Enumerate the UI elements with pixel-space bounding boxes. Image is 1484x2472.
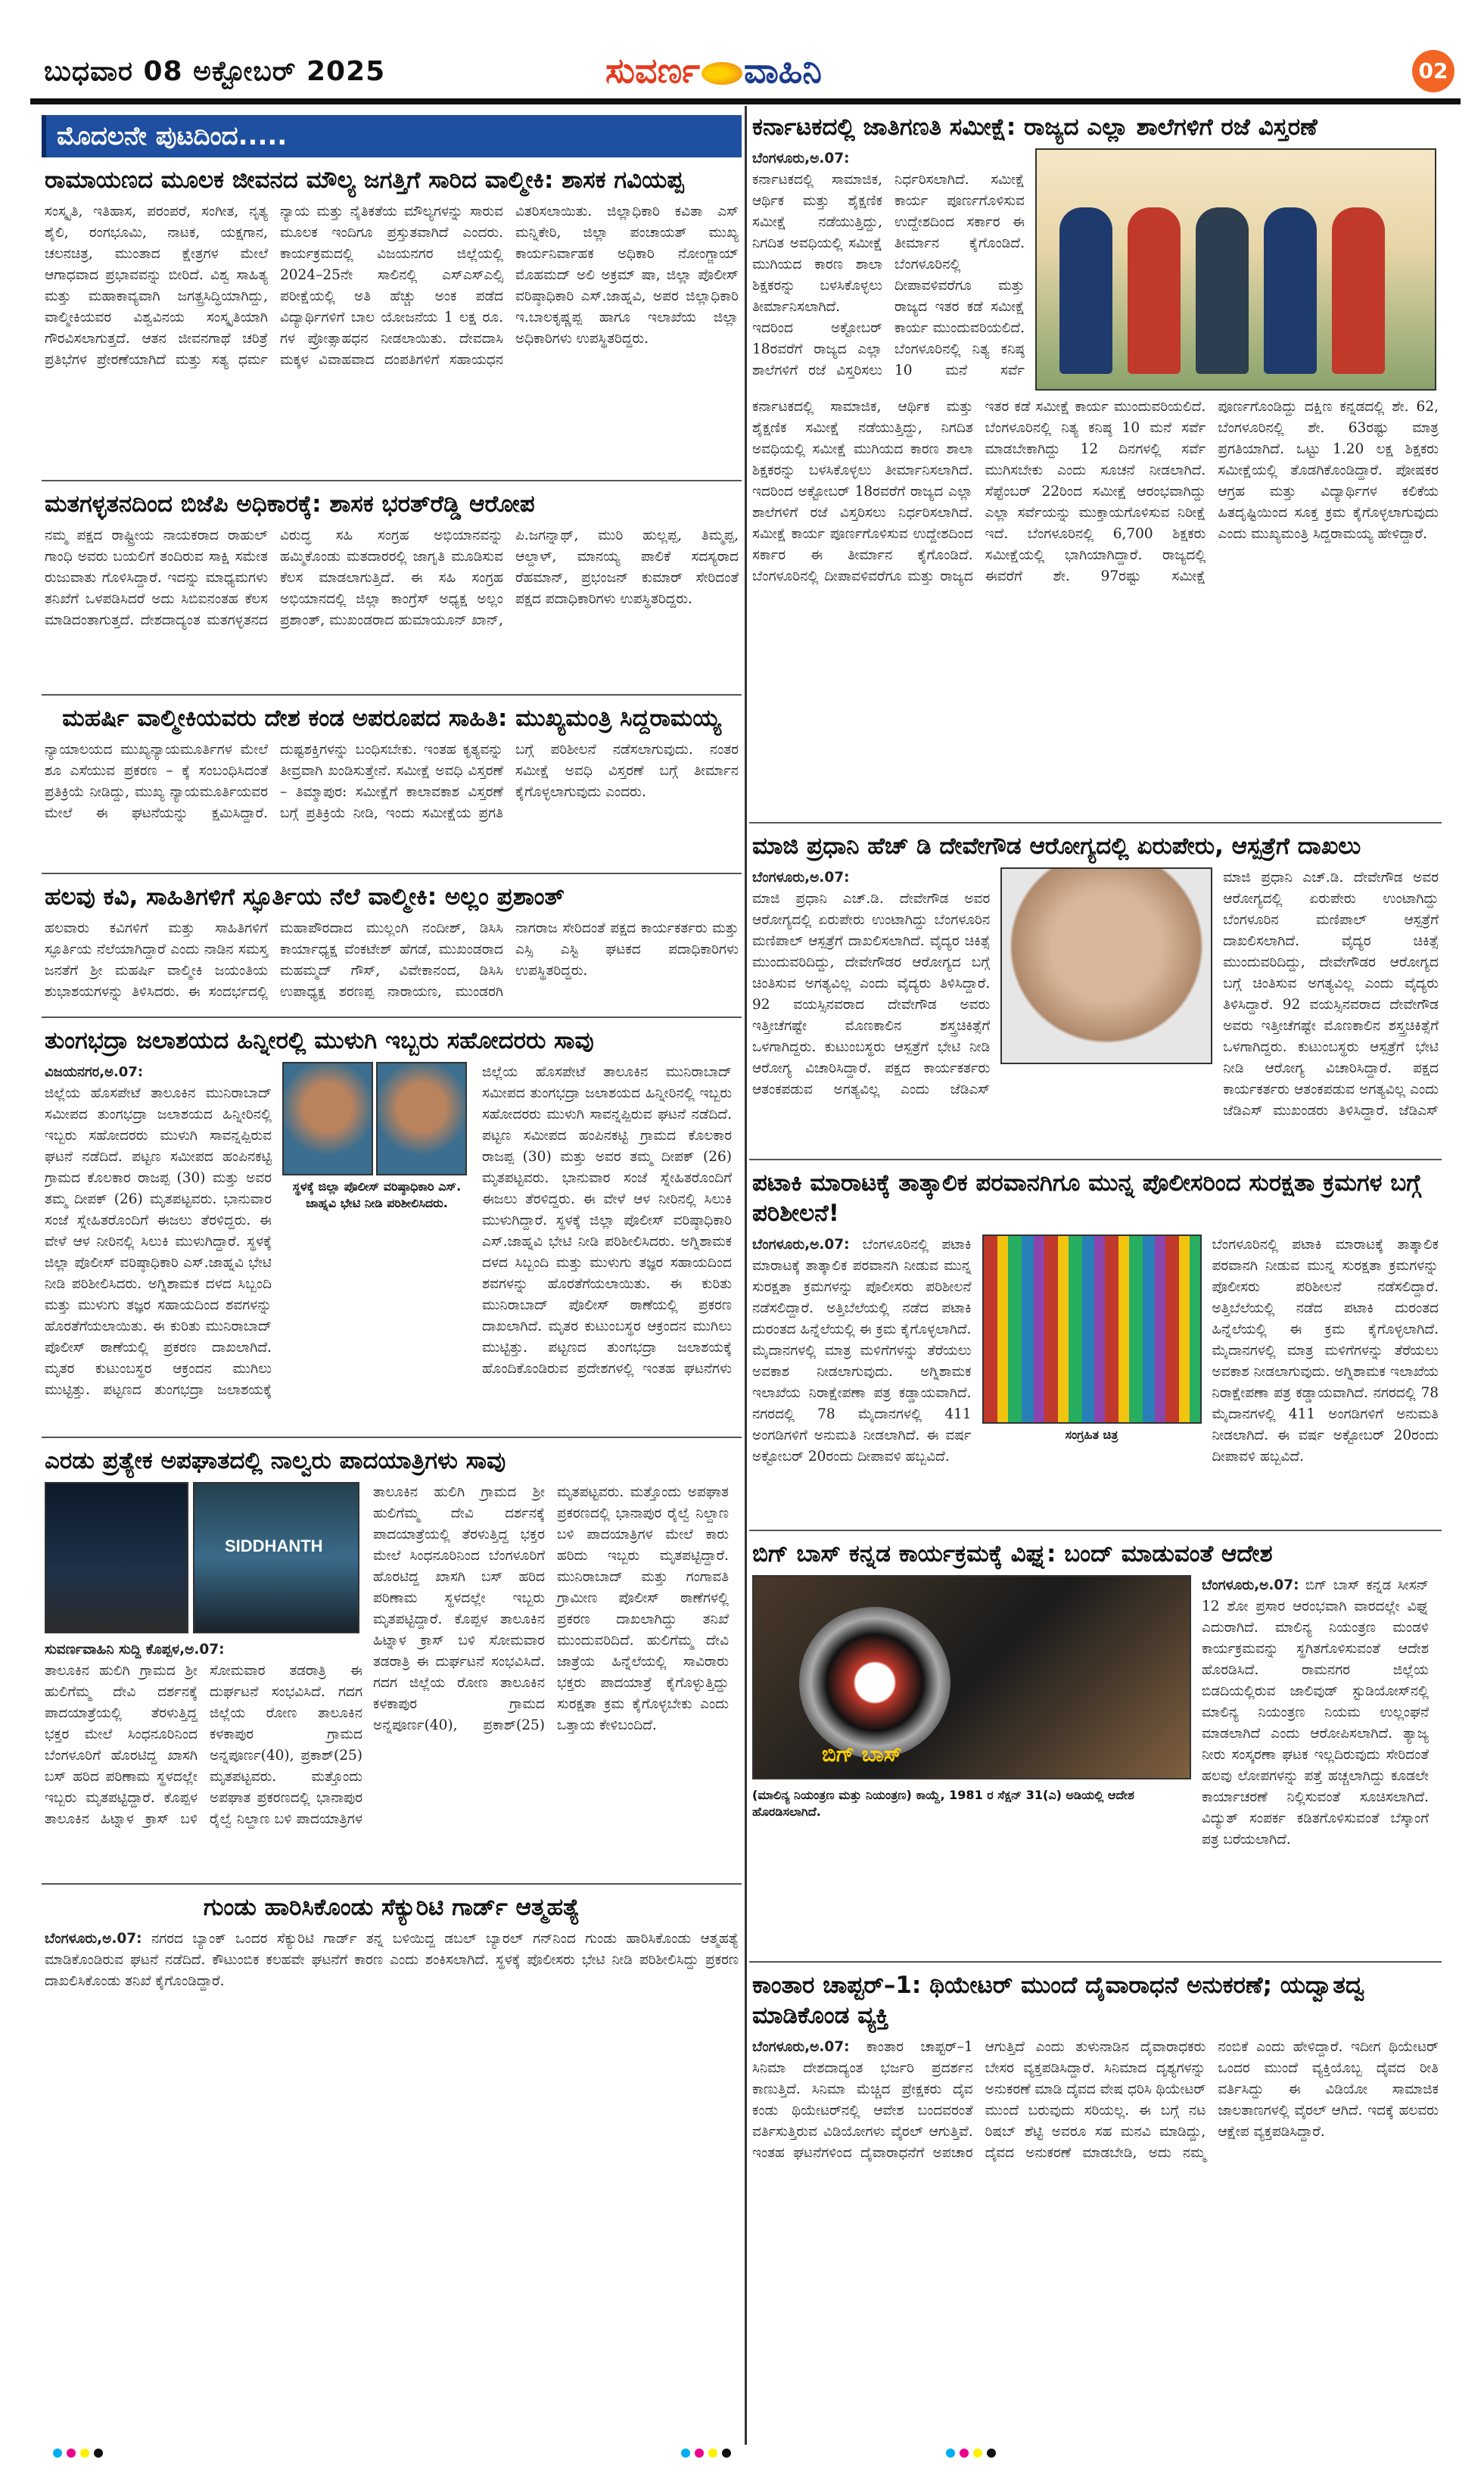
dateline: ಬೆಂಗಳೂರು,ಅ.07: (752, 2039, 850, 2055)
school-children-photo (1035, 148, 1436, 391)
victim-photo-1 (282, 1062, 373, 1175)
registration-marks-center (681, 2449, 731, 2458)
cyan-mark (681, 2449, 690, 2458)
headline: ಬಿಗ್ ಬಾಸ್ ಕನ್ನಡ ಕಾರ್ಯಕ್ರಮಕ್ಕೆ ವಿಘ್ನ: ಬಂದ್ ಮಾಡುವಂತೆ ಆದೇಶ (752, 1540, 1273, 1568)
bigg-boss-logo-text: ಬಿಗ್ ಬಾಸ್ (822, 1742, 902, 1767)
dateline: ವಿಜಯನಗರ,ಅ.07: (45, 1064, 144, 1080)
story-security-guard[interactable] (42, 1885, 742, 2021)
dateline: ಬೆಂಗಳೂರು,ಅ.07: (1202, 1577, 1299, 1593)
story-body: ಕರ್ನಾಟಕದಲ್ಲಿ ಸಾಮಾಜಿಕ, ಆರ್ಥಿಕ ಮತ್ತು ಶೈಕ್ಷಣಿಕ ಸಮೀಕ್ಷೆ ನಡೆಯುತ್ತಿದ್ದು, ನಿಗದಿತ ಅವಧಿಯಲ್ಲಿ ಸಮೀಕ್ಷೆ ಮುಗಿಯದ ಕಾರಣ ಶಾಲಾ ಶಿಕ್ಷಕರನ್ನು ಬಳಸಿಕೊಳ್ಳಲು ತೀರ್ಮಾನಿಸಲಾಗಿದೆ. ಇದರಿಂದ ಅಕ್ಟೋಬರ್ 18ರವರೆಗೆ ರಾಜ್ಯದ ಎಲ್ಲಾ ಶಾಲೆಗಳಿಗೆ ರಜೆ ವಿಸ್ತರಿಸಲು ನಿರ್ಧರಿಸಲಾಗಿದೆ. ಸಮೀಕ್ಷೆ ಕಾರ್ಯ ಪೂರ್ಣಗೊಳಿಸುವ ಉದ್ದೇಶದಿಂದ ಸರ್ಕಾರ ಈ ತೀರ್ಮಾನ ಕೈಗೊಂಡಿದೆ. ಬೆಂಗಳೂರಿನಲ್ಲಿ ದೀಪಾವಳಿವರೆಗೂ ಮತ್ತು ರಾಜ್ಯದ ಇತರ ಕಡೆ ಸಮೀಕ್ಷೆ ಕಾರ್ಯ ಮುಂದುವರಿಯಲಿದೆ. ಬೆಂಗಳೂರಿನಲ್ಲಿ ನಿತ್ಯ ಕನಿಷ್ಠ 10 ಮನೆ ಸರ್ವೆ (752, 172, 1025, 378)
right-column (749, 104, 1442, 2273)
headline: ರಾಮಾಯಣದ ಮೂಲಕ ಜೀವನದ ಮೌಲ್ಯ ಜಗತ್ತಿಗೆ ಸಾರಿದ ವಾಲ್ಮೀಕಿ: ಶಾಸಕ ಗವಿಯಪ್ಪ (45, 167, 684, 194)
left-column (42, 104, 742, 2021)
story-body-continued: ಕರ್ನಾಟಕದಲ್ಲಿ ಸಾಮಾಜಿಕ, ಆರ್ಥಿಕ ಮತ್ತು ಶೈಕ್ಷಣಿಕ ಸಮೀಕ್ಷೆ ನಡೆಯುತ್ತಿದ್ದು, ನಿಗದಿತ ಅವಧಿಯಲ್ಲಿ ಸಮೀಕ್ಷೆ ಮುಗಿಯದ ಕಾರಣ ಶಾಲಾ ಶಿಕ್ಷಕರನ್ನು ಬಳಸಿಕೊಳ್ಳಲು ತೀರ್ಮಾನಿಸಲಾಗಿದೆ. ಇದರಿಂದ ಅಕ್ಟೋಬರ್ 18ರವರೆಗೆ ರಾಜ್ಯದ ಎಲ್ಲಾ ಶಾಲೆಗಳಿಗೆ ರಜೆ ವಿಸ್ತರಿಸಲು ನಿರ್ಧರಿಸಲಾಗಿದೆ. ಸಮೀಕ್ಷೆ ಕಾರ್ಯ ಪೂರ್ಣಗೊಳಿಸುವ ಉದ್ದೇಶದಿಂದ ಸರ್ಕಾರ ಈ ತೀರ್ಮಾನ ಕೈಗೊಂಡಿದೆ. ಬೆಂಗಳೂರಿನಲ್ಲಿ ದೀಪಾವಳಿವರೆಗೂ ಮತ್ತು ರಾಜ್ಯದ ಇತರ ಕಡೆ ಸಮೀಕ್ಷೆ ಕಾರ್ಯ ಮುಂದುವರಿಯಲಿದೆ. ಬೆಂಗಳೂರಿನಲ್ಲಿ ನಿತ್ಯ ಕನಿಷ್ಠ 10 ಮನೆ ಸರ್ವೆ ಮಾಡಬೇಕಾಗಿದ್ದು 12 ದಿನಗಳಲ್ಲಿ ಸರ್ವೆ ಮುಗಿಸಬೇಕು ಎಂದು ಸೂಚನೆ ನೀಡಲಾಗಿದೆ. ಸೆಪ್ಟೆಂಬರ್ 22ರಿಂದ ಸಮೀಕ್ಷೆ ಆರಂಭವಾಗಿದ್ದು ಎಲ್ಲಾ ಸರ್ವೆಯನ್ನು ಮುಕ್ತಾಯಗೊಳಿಸುವ ನಿರೀಕ್ಷೆ ಇದೆ. ಬೆಂಗಳೂರಿನಲ್ಲಿ 6,700 ಶಿಕ್ಷಕರು ಸಮೀಕ್ಷೆಯಲ್ಲಿ ಭಾಗಿಯಾಗಿದ್ದಾರೆ. ರಾಜ್ಯದಲ್ಲಿ ಈವರೆಗೆ ಶೇ. 97ರಷ್ಟು ಸಮೀಕ್ಷೆ ಪೂರ್ಣಗೊಂಡಿದ್ದು ದಕ್ಷಿಣ ಕನ್ನಡದಲ್ಲಿ ಶೇ. 62, ಬೆಂಗಳೂರಿನಲ್ಲಿ ಶೇ. 63ರಷ್ಟು ಮಾತ್ರ ಪ್ರಗತಿಯಾಗಿದೆ. ಒಟ್ಟು 1.20 ಲಕ್ಷ ಶಿಕ್ಷಕರು ಸಮೀಕ್ಷೆಯಲ್ಲಿ ತೊಡಗಿಕೊಂಡಿದ್ದಾರೆ. ಪೋಷಕರ ಆಗ್ರಹ ಮತ್ತು ವಿದ್ಯಾರ್ಥಿಗಳ ಕಲಿಕೆಯ ಹಿತದೃಷ್ಟಿಯಿಂದ ಸೂಕ್ತ ಕ್ರಮ ಕೈಗೊಳ್ಳಲಾಗುವುದು ಎಂದು ಮುಖ್ಯಮಂತ್ರಿ ಸಿದ್ದರಾಮಯ್ಯ ಹೇಳಿದ್ದಾರೆ. (752, 399, 1439, 584)
story-body-continued: ಜಿಲ್ಲೆಯ ಹೊಸಪೇಟೆ ತಾಲೂಕಿನ ಮುನಿರಾಬಾದ್ ಸಮೀಪದ ತುಂಗಭದ್ರಾ ಜಲಾಶಯದ ಹಿನ್ನೀರಿನಲ್ಲಿ ಇಬ್ಬರು ಸಹೋದರರು ಮುಳುಗಿ ಸಾವನ್ನಪ್ಪಿರುವ ಘಟನೆ ನಡೆದಿದೆ. ಪಟ್ಟಣ ಸಮೀಪದ ಹಂಪಿನಕಟ್ಟಿ ಗ್ರಾಮದ ಕೊಲಕಾರ ರಾಜಪ್ಪ (30) ಮತ್ತು ಅವರ ತಮ್ಮ ದೀಪಕ್ (26) ಮೃತಪಟ್ಟವರು. ಭಾನುವಾರ ಸಂಜೆ ಸ್ನೇಹಿತರೊಂದಿಗೆ ಈಜಲು ತೆರಳಿದ್ದರು. ಈ ವೇಳೆ ಆಳ ನೀರಿನಲ್ಲಿ ಸಿಲುಕಿ ಮುಳುಗಿದ್ದಾರೆ. ಸ್ಥಳಕ್ಕೆ ಜಿಲ್ಲಾ ಪೊಲೀಸ್ ವರಿಷ್ಠಾಧಿಕಾರಿ ಎಸ್.ಜಾಹ್ನವಿ ಭೇಟಿ ನೀಡಿ ಪರಿಶೀಲಿಸಿದರು. ಅಗ್ನಿಶಾಮಕ ದಳದ ಸಿಬ್ಬಂದಿ ಮತ್ತು ಮುಳುಗು ತಜ್ಞರ ಸಹಾಯದಿಂದ ಶವಗಳನ್ನು ಹೊರತೆಗೆಯಲಾಯಿತು. ಈ ಕುರಿತು ಮುನಿರಾಬಾದ್ ಪೊಲೀಸ್ ಠಾಣೆಯಲ್ಲಿ ಪ್ರಕರಣ ದಾಖಲಾಗಿದೆ. ಮೃತರ ಕುಟುಂಬಸ್ಥರ ಆಕ್ರಂದನ ಮುಗಿಲು ಮುಟ್ಟಿತ್ತು. ಪಟ್ಟಣದ ತುಂಗಭದ್ರಾ ಜಲಾಶಯಕ್ಕೆ ಹೊಂದಿಕೊಂಡಿರುವ ಪ್ರದೇಶಗಳಲ್ಲಿ ಇಂತಹ ಘಟನೆಗಳು (482, 1064, 732, 1377)
story-deve-gowda-health[interactable] (749, 823, 1442, 1160)
story-body-continued: ತಾಲೂಕಿನ ಹುಲಿಗಿ ಗ್ರಾಮದ ಶ್ರೀ ಹುಲಿಗೆಮ್ಮ ದೇವಿ ದರ್ಶನಕ್ಕೆ ಪಾದಯಾತ್ರೆಯಲ್ಲಿ ತೆರಳುತ್ತಿದ್ದ ಭಕ್ತರ ಮೇಲೆ ಸಿಂಧನೂರಿನಿಂದ ಬೆಂಗಳೂರಿಗೆ ಹೊರಟಿದ್ದ ಖಾಸಗಿ ಬಸ್ ಹರಿದ ಪರಿಣಾಮ ಸ್ಥಳದಲ್ಲೇ ಇಬ್ಬರು ಮೃತಪಟ್ಟಿದ್ದಾರೆ. ಕೊಪ್ಪಳ ತಾಲೂಕಿನ ಹಿಟ್ನಾಳ ಕ್ರಾಸ್ ಬಳಿ ಸೋಮವಾರ ತಡರಾತ್ರಿ ಈ ದುರ್ಘಟನೆ ಸಂಭವಿಸಿದೆ. ಗದಗ ಜಿಲ್ಲೆಯ ರೋಣ ತಾಲೂಕಿನ ಕಳಕಾಪುರ ಗ್ರಾಮದ ಅನ್ನಪೂರ್ಣ(40), ಪ್ರಕಾಶ್(25) ಮೃತಪಟ್ಟವರು. ಮತ್ತೊಂದು ಅಪಘಾತ ಪ್ರಕರಣದಲ್ಲಿ ಭಾನಾಪುರ ರೈಲ್ವೆ ನಿಲ್ದಾಣ ಬಳಿ ಪಾದಯಾತ್ರಿಗಳ ಮೇಲೆ ಕಾರು ಹರಿದು ಇಬ್ಬರು ಮೃತಪಟ್ಟಿದ್ದಾರೆ. ಮುನಿರಾಬಾದ್ ಮತ್ತು ಗಂಗಾವತಿ ಗ್ರಾಮೀಣ ಪೊಲೀಸ್ ಠಾಣೆಗಳಲ್ಲಿ ಪ್ರಕರಣ ದಾಖಲಾಗಿದ್ದು ತನಿಖೆ ಮುಂದುವರಿದಿದೆ. ಹುಲಿಗೆಮ್ಮ ದೇವಿ ಜಾತ್ರೆಯ ಹಿನ್ನೆಲೆಯಲ್ಲಿ ಸಾವಿರಾರು ಭಕ್ತರು ಪಾದಯಾತ್ರೆ ಕೈಗೊಳ್ಳುತ್ತಿದ್ದು ಸುರಕ್ಷತಾ ಕ್ರಮ ಕೈಗೊಳ್ಳಬೇಕು ಎಂದು ಒತ್ತಾಯ ಕೇಳಿಬಂದಿದೆ. (373, 1484, 729, 1733)
story-body: ಸಂಸ್ಕೃತಿ, ಇತಿಹಾಸ, ಪರಂಪರೆ, ಸಂಗೀತ, ನೃತ್ಯ ಶೈಲಿ, ರಂಗಭೂಮಿ, ನಾಟಕ, ಯಕ್ಷಗಾನ, ಚಲನಚಿತ್ರ, ಮುಂತಾದ ಕ್ಷೇತ್ರಗಳ ಮೇಲೆ ಆಗಾಧವಾದ ಪ್ರಭಾವವನ್ನು ಬೀರಿದೆ. ವಿಶ್ವ ಸಾಹಿತ್ಯ ಮತ್ತು ಮಹಾಕಾವ್ಯವಾಗಿ ಜಗತ್ಪ್ರಸಿದ್ಧಿಯಾಗಿದ್ದು, ವಾಲ್ಮೀಕಿಯವರ ವಿಶ್ವವಿನಯ ಸಂಸ್ಕೃತಿಯಾಗಿ ಗೌರವಿಸಲಾಗುತ್ತದೆ. ಆತನ ಜೀವನಗಾಥೆ ಚರಿತ್ರೆ ಪ್ರತಿಭೆಗಳ ಪ್ರೇರಣೆಯಾಗಿದೆ ಮತ್ತು ಸತ್ಯ ಧರ್ಮ ನ್ಯಾಯ ಮತ್ತು ನೈತಿಕತೆಯ ಮೌಲ್ಯಗಳನ್ನು ಸಾರುವ ಮೂಲಕ ಇಂದಿಗೂ ಪ್ರಸ್ತುತವಾಗಿದೆ ಎಂದರು. ಕಾರ್ಯಕ್ರಮದಲ್ಲಿ ವಿಜಯನಗರ ಜಿಲ್ಲೆಯಲ್ಲಿ 2024–25ನೇ ಸಾಲಿನಲ್ಲಿ ಎಸ್ಎಸ್ಎಲ್ಸಿ ಪರೀಕ್ಷೆಯಲ್ಲಿ ಅತಿ ಹೆಚ್ಚು ಅಂಕ ಪಡೆದ ವಿದ್ಯಾರ್ಥಿಗಳಿಗೆ ಬಾಲ ಯೋಜನೆಯ 1 ಲಕ್ಷ ರೂ. ಗಳ ಪ್ರೋತ್ಸಾಹಧನ ನೀಡಲಾಯಿತು. ದೇವದಾಸಿ ಮಕ್ಕಳ ವಿವಾಹವಾದ ದಂಪತಿಗಳಿಗೆ ಸಹಾಯಧನ ವಿತರಿಸಲಾಯಿತು. ಜಿಲ್ಲಾಧಿಕಾರಿ ಕವಿತಾ ಎಸ್ ಮನ್ನಿಕೇರಿ, ಜಿಲ್ಲಾ ಪಂಚಾಯತ್ ಮುಖ್ಯ ಕಾರ್ಯನಿರ್ವಾಹಕ ಅಧಿಕಾರಿ ನೋಂಗ್ಜಾಯ್ ಮೊಹಮದ್ ಅಲಿ ಅಕ್ರಮ್ ಷಾ, ಜಿಲ್ಲಾ ಪೊಲೀಸ್ ವರಿಷ್ಠಾಧಿಕಾರಿ ಎಸ್.ಜಾಹ್ನವಿ, ಅಪರ ಜಿಲ್ಲಾಧಿಕಾರಿ ಇ.ಬಾಲಕೃಷ್ಣಪ್ಪ ಹಾಗೂ ಇಲಾಖೆಯ ಜಿಲ್ಲಾ ಅಧಿಕಾರಿಗಳು ಉಪಸ್ಥಿತರಿದ್ದರು. (45, 204, 739, 368)
story-vote-theft[interactable] (42, 481, 742, 696)
black-mark (987, 2449, 996, 2458)
story-body: ಜಿಲ್ಲೆಯ ಹೊಸಪೇಟೆ ತಾಲೂಕಿನ ಮುನಿರಾಬಾದ್ ಸಮೀಪದ ತುಂಗಭದ್ರಾ ಜಲಾಶಯದ ಹಿನ್ನೀರಿನಲ್ಲಿ ಇಬ್ಬರು ಸಹೋದರರು ಮುಳುಗಿ ಸಾವನ್ನಪ್ಪಿರುವ ಘಟನೆ ನಡೆದಿದೆ. ಪಟ್ಟಣ ಸಮೀಪದ ಹಂಪಿನಕಟ್ಟಿ ಗ್ರಾಮದ ಕೊಲಕಾರ ರಾಜಪ್ಪ (30) ಮತ್ತು ಅವರ ತಮ್ಮ ದೀಪಕ್ (26) ಮೃತಪಟ್ಟವರು. ಭಾನುವಾರ ಸಂಜೆ ಸ್ನೇಹಿತರೊಂದಿಗೆ ಈಜಲು ತೆರಳಿದ್ದರು. ಈ ವೇಳೆ ಆಳ ನೀರಿನಲ್ಲಿ ಸಿಲುಕಿ ಮುಳುಗಿದ್ದಾರೆ. ಸ್ಥಳಕ್ಕೆ ಜಿಲ್ಲಾ ಪೊಲೀಸ್ ವರಿಷ್ಠಾಧಿಕಾರಿ ಎಸ್.ಜಾಹ್ನವಿ ಭೇಟಿ ನೀಡಿ ಪರಿಶೀಲಿಸಿದರು. ಅಗ್ನಿಶಾಮಕ ದಳದ ಸಿಬ್ಬಂದಿ ಮತ್ತು ಮುಳುಗು ತಜ್ಞರ ಸಹಾಯದಿಂದ ಶವಗಳನ್ನು ಹೊರತೆಗೆಯಲಾಯಿತು. ಈ ಕುರಿತು ಮುನಿರಾಬಾದ್ ಪೊಲೀಸ್ ಠಾಣೆಯಲ್ಲಿ ಪ್ರಕರಣ ದಾಖಲಾಗಿದೆ. ಮೃತರ ಕುಟುಂಬಸ್ಥರ ಆಕ್ರಂದನ ಮುಗಿಲು ಮುಟ್ಟಿತ್ತು. ಪಟ್ಟಣದ ತುಂಗಭದ್ರಾ ಜಲಾಶಯಕ್ಕೆ (45, 1085, 272, 1398)
story-body: ಕಾಂತಾರ ಚಾಪ್ಟರ್–1 ಸಿನಿಮಾ ದೇಶದಾದ್ಯಂತ ಭರ್ಜರಿ ಪ್ರದರ್ಶನ ಕಾಣುತ್ತಿದೆ. ಸಿನಿಮಾ ಮೆಚ್ಚಿದ ಪ್ರೇಕ್ಷಕರು ದೈವ ಕಂಡು ಥಿಯೇಟರ್‌ನಲ್ಲಿ ಆವೇಶ ಬಂದವರಂತೆ ವರ್ತಿಸುತ್ತಿರುವ ವಿಡಿಯೋಗಳು ವೈರಲ್ ಆಗುತ್ತಿವೆ. ಇಂತಹ ಘಟನೆಗಳಿಂದ ದೈವಾರಾಧನೆಗೆ ಅಪಚಾರ ಆಗುತ್ತಿದೆ ಎಂದು ತುಳುನಾಡಿನ ದೈವಾರಾಧಕರು ಬೇಸರ ವ್ಯಕ್ತಪಡಿಸಿದ್ದಾರೆ. ಸಿನಿಮಾದ ದೃಶ್ಯಗಳನ್ನು ಅನುಕರಣೆ ಮಾಡಿ ದೈವದ ವೇಷ ಧರಿಸಿ ಥಿಯೇಟರ್ ಮುಂದೆ ಬರುವುದು ಸರಿಯಲ್ಲ. ಈ ಬಗ್ಗೆ ನಟ ರಿಷಬ್ ಶೆಟ್ಟಿ ಅವರೂ ಸಹ ಮನವಿ ಮಾಡಿದ್ದು, ದೈವದ ಅನುಕರಣೆ ಮಾಡಬೇಡಿ, ಅದು ನಮ್ಮ ನಂಬಿಕೆ ಎಂದು ಹೇಳಿದ್ದಾರೆ. ಇದೀಗ ಥಿಯೇಟರ್ ಒಂದರ ಮುಂದೆ ವ್ಯಕ್ತಿಯೊಬ್ಬ ದೈವದ ರೀತಿ ವರ್ತಿಸಿದ್ದು ಈ ವಿಡಿಯೋ ಸಾಮಾಜಿಕ ಜಾಲತಾಣಗಳಲ್ಲಿ ವೈರಲ್ ಆಗಿದೆ. ಇದಕ್ಕೆ ಹಲವರು ಆಕ್ಷೇಪ ವ್ಯಕ್ತಪಡಿಸಿದ್ದಾರೆ. (752, 2039, 1439, 2161)
story-body: ನಮ್ಮ ಪಕ್ಷದ ರಾಷ್ಟ್ರೀಯ ನಾಯಕರಾದ ರಾಹುಲ್ ಗಾಂಧಿ ಅವರು ಬಯಲಿಗೆ ತಂದಿರುವ ಸಾಕ್ಷಿ ಸಮೇತ ರುಜುವಾತು ಗೊಳಿಸಿದ್ದಾರೆ. ಇದನ್ನು ಮಾಧ್ಯಮಗಳು ತನಿಖೆಗೆ ಒಳಪಡಿಸಿದರೆ ಅದು ಸಿಬಿಐನಂತಹ ಕೆಲಸ ಮಾಡಿದಂತಾಗುತ್ತದೆ. ದೇಶದಾದ್ಯಂತ ಮತಗಳ್ಳತನದ ವಿರುದ್ಧ ಸಹಿ ಸಂಗ್ರಹ ಅಭಿಯಾನವನ್ನು ಹಮ್ಮಿಕೊಂಡು ಮತದಾರರಲ್ಲಿ ಜಾಗೃತಿ ಮೂಡಿಸುವ ಕೆಲಸ ಮಾಡಲಾಗುತ್ತಿದೆ. ಈ ಸಹಿ ಸಂಗ್ರಹ ಅಭಿಯಾನದಲ್ಲಿ ಜಿಲ್ಲಾ ಕಾಂಗ್ರೆಸ್ ಅಧ್ಯಕ್ಷ ಅಲ್ಲಂ ಪ್ರಶಾಂತ್, ಮುಖಂಡರಾದ ಹುಮಾಯೂನ್ ಖಾನ್, ಪಿ.ಜಗನ್ನಾಥ್, ಮುರಿ ಹುಲ್ಲಪ್ಪ, ತಿಮ್ಮಪ್ಪ, ಆಲ್ದಾಳ್, ಮಾನಯ್ಯ ಪಾಲಿಕೆ ಸದಸ್ಯರಾದ ರೆಹಮಾನ್, ಪ್ರಭಂಜನ್ ಕುಮಾರ್ ಸೇರಿದಂತೆ ಪಕ್ಷದ ಪದಾಧಿಕಾರಿಗಳು ಉಪಸ್ಥಿತರಿದ್ದರು. (45, 528, 739, 628)
headline: ತುಂಗಭದ್ರಾ ಜಲಾಶಯದ ಹಿನ್ನೀರಲ್ಲಿ ಮುಳುಗಿ ಇಬ್ಬರು ಸಹೋದರರು ಸಾವು (45, 1027, 594, 1054)
accident-photo-2 (193, 1482, 359, 1633)
yellow-mark (973, 2449, 982, 2458)
story-body-continued: ಮಾಜಿ ಪ್ರಧಾನಿ ಎಚ್.ಡಿ. ದೇವೇಗೌಡ ಅವರ ಆರೋಗ್ಯದಲ್ಲಿ ಏರುಪೇರು ಉಂಟಾಗಿದ್ದು ಬೆಂಗಳೂರಿನ ಮಣಿಪಾಲ್ ಆಸ್ಪತ್ರೆಗೆ ದಾಖಲಿಸಲಾಗಿದೆ. ವೈದ್ಯರ ಚಿಕಿತ್ಸೆ ಮುಂದುವರಿದಿದ್ದು, ದೇವೇಗೌಡರ ಆರೋಗ್ಯದ ಬಗ್ಗೆ ಚಿಂತಿಸುವ ಅಗತ್ಯವಿಲ್ಲ ಎಂದು ವೈದ್ಯರು ತಿಳಿಸಿದ್ದಾರೆ. 92 ವಯಸ್ಸಿನವರಾದ ದೇವೇಗೌಡ ಅವರು ಇತ್ತೀಚೆಗಷ್ಟೇ ಮೊಣಕಾಲಿನ ಶಸ್ತ್ರಚಿಕಿತ್ಸೆಗೆ ಒಳಗಾಗಿದ್ದರು. ಕುಟುಂಬಸ್ಥರು ಆಸ್ಪತ್ರೆಗೆ ಭೇಟಿ ನೀಡಿ ಆರೋಗ್ಯ ವಿಚಾರಿಸಿದ್ದಾರೆ. ಪಕ್ಷದ ಕಾರ್ಯಕರ್ತರು ಆತಂಕಪಡುವ ಅಗತ್ಯವಿಲ್ಲ ಎಂದು ಜೆಡಿಎಸ್ ಮುಖಂಡರು ತಿಳಿಸಿದ್ದಾರೆ. ಜೆಡಿಎಸ್ (1223, 870, 1439, 1119)
page-number-badge: 02 (1412, 50, 1454, 92)
story-body: ನ್ಯಾಯಾಲಯದ ಮುಖ್ಯನ್ಯಾಯಮೂರ್ತಿಗಳ ಮೇಲೆ ಶೂ ಎಸೆಯುವ ಪ್ರಕರಣ – ಕ್ಕೆ ಸಂಬಂಧಿಸಿದಂತೆ ಪ್ರತಿಕ್ರಿಯೆ ನೀಡಿದ್ದು, ಮುಖ್ಯ ನ್ಯಾಯಮೂರ್ತಿಯವರ ಮೇಲೆ ಈ ಘಟನೆಯನ್ನು ಕ್ಷಮಿಸಿದ್ದಾರೆ. ದುಷ್ಟಶಕ್ತಿಗಳನ್ನು ಬಂಧಿಸಬೇಕು. ಇಂತಹ ಕೃತ್ಯವನ್ನು ತೀವ್ರವಾಗಿ ಖಂಡಿಸುತ್ತೇನೆ. ಸಮೀಕ್ಷೆ ಅವಧಿ ವಿಸ್ತರಣೆ – ತಿಮ್ಮಾಪುರ: ಸಮೀಕ್ಷೆಗೆ ಕಾಲಾವಕಾಶ ವಿಸ್ತರಣೆ ಬಗ್ಗೆ ಪ್ರತಿಕ್ರಿಯೆ ನೀಡಿ, ಇಂದು ಸಮೀಕ್ಷೆಯ ಪ್ರಗತಿ ಬಗ್ಗೆ ಪರಿಶೀಲನೆ ನಡೆಸಲಾಗುವುದು. ನಂತರ ಸಮೀಕ್ಷೆ ಅವಧಿ ವಿಸ್ತರಣೆ ಬಗ್ಗೆ ತೀರ್ಮಾನ ಕೈಗೊಳ್ಳಲಾಗುವುದು ಎಂದರು. (45, 742, 739, 821)
story-bigg-boss[interactable] (749, 1531, 1442, 1963)
headline: ಮತಗಳ್ಳತನದಿಂದ ಬಿಜೆಪಿ ಅಧಿಕಾರಕ್ಕೆ: ಶಾಸಕ ಭರತ್‌ರೆಡ್ಡಿ ಆರೋಪ (45, 490, 535, 518)
logo-emblem-icon (702, 62, 742, 85)
story-body: ಹಲವಾರು ಕವಿಗಳಿಗೆ ಮತ್ತು ಸಾಹಿತಿಗಳಿಗೆ ಸ್ಫೂರ್ತಿಯ ನೆಲೆಯಾಗಿದ್ದಾರೆ ಎಂದು ನಾಡಿನ ಸಮಸ್ತ ಜನತೆಗೆ ಶ್ರೀ ಮಹರ್ಷಿ ವಾಲ್ಮೀಕಿ ಜಯಂತಿಯ ಶುಭಾಶಯಗಳನ್ನು ತಿಳಿಸಿದರು. ಈ ಸಂದರ್ಭದಲ್ಲಿ ಮಹಾಪೌರದಾದ ಮುಲ್ಲಂಗಿ ನಂದೀಶ್, ಡಿಸಿಸಿ ಕಾರ್ಯಾಧ್ಯಕ್ಷ ವೆಂಕಟೇಶ್ ಹೆಗಡೆ, ಮುಖಂಡರಾದ ಮಹಮ್ಮದ್ ಗೌಸ್, ವಿವೇಕಾನಂದ, ಡಿಸಿಸಿ ಉಪಾಧ್ಯಕ್ಷ ಶರಣಪ್ಪ ನಾರಾಯಣ, ಮುಂಡರಗಿ ನಾಗರಾಜ ಸೇರಿದಂತೆ ಪಕ್ಷದ ಕಾರ್ಯಕರ್ತರು ಮತ್ತು ಎಸ್ಸಿ ಎಸ್ಟಿ ಘಟಕದ ಪದಾಧಿಕಾರಿಗಳು ಉಪಸ್ಥಿತರಿದ್ದರು. (45, 920, 739, 1000)
victim-photo-2 (376, 1062, 467, 1175)
cyan-mark (53, 2449, 62, 2458)
logo-left-text: ಸುವರ್ಣ (605, 50, 701, 91)
black-mark (94, 2449, 103, 2458)
headline: ಹಲವು ಕವಿ, ಸಾಹಿತಿಗಳಿಗೆ ಸ್ಫೂರ್ತಿಯ ನೆಲೆ ವಾಲ್ಮೀಕಿ: ಅಲ್ಲಂ ಪ್ರಶಾಂತ್ (45, 883, 565, 911)
issue-date: ಬುಧವಾರ 08 ಅಕ್ಟೋಬರ್ 2025 (44, 56, 386, 87)
dateline: ಬೆಂಗಳೂರು,ಅ.07: (752, 1237, 850, 1253)
dateline: ಸುವರ್ಣವಾಹಿನಿ ಸುದ್ದಿ ಕೊಪ್ಪಳ,ಅ.07: (45, 1642, 225, 1658)
headline: ಎರಡು ಪ್ರತ್ಯೇಕ ಅಪಘಾತದಲ್ಲಿ ನಾಲ್ವರು ಪಾದಯಾತ್ರಿಗಳು ಸಾವು (45, 1447, 506, 1474)
magenta-mark (695, 2449, 704, 2458)
magenta-mark (67, 2449, 76, 2458)
story-allam-prashant[interactable] (42, 874, 742, 1018)
cyan-mark (946, 2449, 955, 2458)
magenta-mark (960, 2449, 969, 2458)
story-body: ನಗರದ ಬ್ಯಾಂಕ್ ಒಂದರ ಸೆಕ್ಯುರಿಟಿ ಗಾರ್ಡ್ ತನ್ನ ಬಳಿಯಿದ್ದ ಡಬಲ್ ಬ್ಯಾರಲ್ ಗನ್‌ನಿಂದ ಗುಂಡು ಹಾರಿಸಿಕೊಂಡು ಆತ್ಮಹತ್ಯೆ ಮಾಡಿಕೊಂಡಿರುವ ಘಟನೆ ನಡೆದಿದೆ. ಕೌಟುಂಬಿಕ ಕಲಹವೇ ಘಟನೆಗೆ ಕಾರಣ ಎಂದು ಶಂಕಿಸಲಾಗಿದೆ. ಸ್ಥಳಕ್ಕೆ ಪೊಲೀಸರು ಭೇಟಿ ನೀಡಿ ಪರಿಶೀಲಿಸಿದ್ದು ಪ್ರಕರಣ ದಾಖಲಿಸಿಕೊಂಡು ತನಿಖೆ ಕೈಗೊಂಡಿದ್ದಾರೆ. (45, 1931, 739, 1989)
headline: ಮಹರ್ಷಿ ವಾಲ್ಮೀಕಿಯವರು ದೇಶ ಕಂಡ ಅಪರೂಪದ ಸಾಹಿತಿ: ಮುಖ್ಯಮಂತ್ರಿ ಸಿದ್ದರಾಮಯ್ಯ (62, 705, 721, 732)
masthead (30, 45, 1461, 98)
headline: ಗುಂಡು ಹಾರಿಸಿಕೊಂಡು ಸೆಕ್ಯುರಿಟಿ ಗಾರ್ಡ್ ಆತ್ಮಹತ್ಯೆ (203, 1894, 580, 1921)
black-mark (722, 2449, 731, 2458)
story-body: ತಾಲೂಕಿನ ಹುಲಿಗಿ ಗ್ರಾಮದ ಶ್ರೀ ಹುಲಿಗೆಮ್ಮ ದೇವಿ ದರ್ಶನಕ್ಕೆ ಪಾದಯಾತ್ರೆಯಲ್ಲಿ ತೆರಳುತ್ತಿದ್ದ ಭಕ್ತರ ಮೇಲೆ ಸಿಂಧನೂರಿನಿಂದ ಬೆಂಗಳೂರಿಗೆ ಹೊರಟಿದ್ದ ಖಾಸಗಿ ಬಸ್ ಹರಿದ ಪರಿಣಾಮ ಸ್ಥಳದಲ್ಲೇ ಇಬ್ಬರು ಮೃತಪಟ್ಟಿದ್ದಾರೆ. ಕೊಪ್ಪಳ ತಾಲೂಕಿನ ಹಿಟ್ನಾಳ ಕ್ರಾಸ್ ಬಳಿ ಸೋಮವಾರ ತಡರಾತ್ರಿ ಈ ದುರ್ಘಟನೆ ಸಂಭವಿಸಿದೆ. ಗದಗ ಜಿಲ್ಲೆಯ ರೋಣ ತಾಲೂಕಿನ ಕಳಕಾಪುರ ಗ್ರಾಮದ ಅನ್ನಪೂರ್ಣ(40), ಪ್ರಕಾಶ್(25) ಮೃತಪಟ್ಟವರು. ಮತ್ತೊಂದು ಅಪಘಾತ ಪ್ರಕರಣದಲ್ಲಿ ಭಾನಾಪುರ ರೈಲ್ವೆ ನಿಲ್ದಾಣ ಬಳಿ ಪಾದಯಾತ್ರಿಗಳ (45, 1663, 362, 1827)
logo-right-text: ವಾಹಿನಿ (744, 50, 822, 91)
headline: ಕಾಂತಾರ ಚಾಪ್ಟರ್–1: ಥಿಯೇಟರ್ ಮುಂದೆ ದೈವಾರಾಧನೆ ಅನುಕರಣೆ; ಯದ್ವಾತದ್ವ ಮಾಡಿಕೊಂಡ ವ್ಯಕ್ತಿ (752, 1972, 1365, 2029)
registration-marks-left (53, 2449, 103, 2458)
photo-caption: (ಮಾಲಿನ್ಯ ನಿಯಂತ್ರಣ ಮತ್ತು ನಿಯಂತ್ರಣ) ಕಾಯ್ದೆ, 1981 ರ ಸೆಕ್ಷನ್ 31(ಎ) ಅಡಿಯಲ್ಲಿ ಆದೇಶ ಹೊರಡಿಸಲಾಗಿದೆ. (752, 1788, 1134, 1819)
story-pilgrims-accident[interactable] (42, 1438, 742, 1885)
bigg-boss-photo (752, 1575, 1191, 1779)
headline: ಮಾಜಿ ಪ್ರಧಾನಿ ಹೆಚ್ ಡಿ ದೇವೇಗೌಡ ಆರೋಗ್ಯದಲ್ಲಿ ಏರುಪೇರು, ಆಸ್ಪತ್ರೆಗೆ ದಾಖಲು (752, 833, 1361, 860)
story-body: ಬೆಂಗಳೂರಿನಲ್ಲಿ ಪಟಾಕಿ ಮಾರಾಟಕ್ಕೆ ತಾತ್ಕಾಲಿಕ ಪರವಾನಗಿ ನೀಡುವ ಮುನ್ನ ಸುರಕ್ಷತಾ ಕ್ರಮಗಳನ್ನು ಪೊಲೀಸರು ಪರಿಶೀಲನೆ ನಡೆಸಲಿದ್ದಾರೆ. ಅತ್ತಿಬೆಲೆಯಲ್ಲಿ ನಡೆದ ಪಟಾಕಿ ದುರಂತದ ಹಿನ್ನೆಲೆಯಲ್ಲಿ ಈ ಕ್ರಮ ಕೈಗೊಳ್ಳಲಾಗಿದೆ. ಮೈದಾನಗಳಲ್ಲಿ ಮಾತ್ರ ಮಳಿಗೆಗಳನ್ನು ತೆರೆಯಲು ಅವಕಾಶ ನೀಡಲಾಗುವುದು. ಅಗ್ನಿಶಾಮಕ ಇಲಾಖೆಯ ನಿರಾಕ್ಷೇಪಣಾ ಪತ್ರ ಕಡ್ಡಾಯವಾಗಿದೆ. ನಗರದಲ್ಲಿ 78 ಮೈದಾನಗಳಲ್ಲಿ 411 ಅಂಗಡಿಗಳಿಗೆ ಅನುಮತಿ ನೀಡಲಾಗಿದೆ. ಈ ವರ್ಷ ಅಕ್ಟೋಬರ್ 20ರಂದು ದೀಪಾವಳಿ ಹಬ್ಬವಿದೆ. (752, 1237, 972, 1465)
registration-marks-right (946, 2449, 996, 2458)
story-caste-census-holidays[interactable] (749, 104, 1442, 823)
headline: ಪಟಾಕಿ ಮಾರಾಟಕ್ಕೆ ತಾತ್ಕಾಲಿಕ ಪರವಾನಗಿಗೂ ಮುನ್ನ ಪೊಲೀಸರಿಂದ ಸುರಕ್ಷತಾ ಕ್ರಮಗಳ ಬಗ್ಗೆ ಪರಿಶೀಲನೆ! (752, 1169, 1421, 1227)
photo-caption: ಸಂಗ್ರಹಿತ ಚಿತ್ರ (1065, 1427, 1118, 1442)
story-valmiki-gaviyappa[interactable] (42, 157, 742, 481)
story-body: ಬಿಗ್ ಬಾಸ್ ಕನ್ನಡ ಸೀಸನ್ 12 ಶೋ ಪ್ರಸಾರ ಆರಂಭವಾಗಿ ವಾರದಲ್ಲೇ ವಿಘ್ನ ಎದುರಾಗಿದೆ. ಮಾಲಿನ್ಯ ನಿಯಂತ್ರಣ ಮಂಡಳಿ ಕಾರ್ಯಕ್ರಮವನ್ನು ಸ್ಥಗಿತಗೊಳಿಸುವಂತೆ ಆದೇಶ ಹೊರಡಿಸಿದೆ. ರಾಮನಗರ ಜಿಲ್ಲೆಯ ಬಿಡದಿಯಲ್ಲಿರುವ ಜಾಲಿವುಡ್ ಸ್ಟುಡಿಯೋಸ್‌ನಲ್ಲಿ ಮಾಲಿನ್ಯ ನಿಯಂತ್ರಣ ನಿಯಮ ಉಲ್ಲಂಘನೆ ಮಾಡಲಾಗಿದೆ ಎಂದು ಆರೋಪಿಸಲಾಗಿದೆ. ತ್ಯಾಜ್ಯ ನೀರು ಸಂಸ್ಕರಣಾ ಘಟಕ ಇಲ್ಲದಿರುವುದು ಸೇರಿದಂತೆ ಹಲವು ಲೋಪಗಳನ್ನು ಪತ್ತೆ ಹಚ್ಚಲಾಗಿದ್ದು ಕೂಡಲೇ ಕಾರ್ಯಾಚರಣೆ ನಿಲ್ಲಿಸುವಂತೆ ಸೂಚಿಸಲಾಗಿದೆ. ವಿದ್ಯುತ್ ಸಂಪರ್ಕ ಕಡಿತಗೊಳಿಸುವಂತೆ ಬೆಸ್ಕಾಂಗೆ ಪತ್ರ ಬರೆಯಲಾಗಿದೆ. (1202, 1577, 1429, 1848)
dateline: ಬೆಂಗಳೂರು,ಅ.07: (45, 1931, 142, 1947)
section-banner: ಮೊದಲನೇ ಪುಟದಿಂದ..... (42, 115, 742, 157)
story-cm-valmiki[interactable] (42, 696, 742, 874)
bigg-boss-eye-icon (799, 1607, 950, 1758)
bus-label: SIDDHANTH (225, 1536, 323, 1555)
story-firecracker-license[interactable] (749, 1160, 1442, 1531)
story-body-continued: ಬೆಂಗಳೂರಿನಲ್ಲಿ ಪಟಾಕಿ ಮಾರಾಟಕ್ಕೆ ತಾತ್ಕಾಲಿಕ ಪರವಾನಗಿ ನೀಡುವ ಮುನ್ನ ಸುರಕ್ಷತಾ ಕ್ರಮಗಳನ್ನು ಪೊಲೀಸರು ಪರಿಶೀಲನೆ ನಡೆಸಲಿದ್ದಾರೆ. ಅತ್ತಿಬೆಲೆಯಲ್ಲಿ ನಡೆದ ಪಟಾಕಿ ದುರಂತದ ಹಿನ್ನೆಲೆಯಲ್ಲಿ ಈ ಕ್ರಮ ಕೈಗೊಳ್ಳಲಾಗಿದೆ. ಮೈದಾನಗಳಲ್ಲಿ ಮಾತ್ರ ಮಳಿಗೆಗಳನ್ನು ತೆರೆಯಲು ಅವಕಾಶ ನೀಡಲಾಗುವುದು. ಅಗ್ನಿಶಾಮಕ ಇಲಾಖೆಯ ನಿರಾಕ್ಷೇಪಣಾ ಪತ್ರ ಕಡ್ಡಾಯವಾಗಿದೆ. ನಗರದಲ್ಲಿ 78 ಮೈದಾನಗಳಲ್ಲಿ 411 ಅಂಗಡಿಗಳಿಗೆ ಅನುಮತಿ ನೀಡಲಾಗಿದೆ. ಈ ವರ್ಷ ಅಕ್ಟೋಬರ್ 20ರಂದು ದೀಪಾವಳಿ ಹಬ್ಬವಿದೆ. (1212, 1237, 1439, 1465)
yellow-mark (80, 2449, 89, 2458)
story-tungabhadra-drowning[interactable] (42, 1018, 742, 1438)
accident-photo-1 (45, 1482, 188, 1633)
headline: ಕರ್ನಾಟಕದಲ್ಲಿ ಜಾತಿಗಣತಿ ಸಮೀಕ್ಷೆ: ರಾಜ್ಯದ ಎಲ್ಲಾ ಶಾಲೆಗಳಿಗೆ ರಜೆ ವಿಸ್ತರಣೆ (752, 114, 1318, 141)
dateline: ಬೆಂಗಳೂರು,ಅ.07: (752, 151, 850, 167)
deve-gowda-photo (1000, 867, 1212, 1064)
photo-caption: ಸ್ಥಳಕ್ಕೆ ಜಿಲ್ಲಾ ಪೊಲೀಸ್ ವರಿಷ್ಠಾಧಿಕಾರಿ ಎಸ್. ಜಾಹ್ನವಿ ಭೇಟಿ ನೀಡಿ ಪರಿಶೀಲಿಸಿದರು. (292, 1179, 462, 1210)
firecracker-shop-photo (982, 1234, 1202, 1424)
column-divider (745, 106, 747, 2445)
story-kantara[interactable] (749, 1963, 1442, 2273)
masthead-rule (30, 98, 1461, 104)
newspaper-logo[interactable] (605, 50, 822, 92)
story-body: ಮಾಜಿ ಪ್ರಧಾನಿ ಎಚ್.ಡಿ. ದೇವೇಗೌಡ ಅವರ ಆರೋಗ್ಯದಲ್ಲಿ ಏರುಪೇರು ಉಂಟಾಗಿದ್ದು ಬೆಂಗಳೂರಿನ ಮಣಿಪಾಲ್ ಆಸ್ಪತ್ರೆಗೆ ದಾಖಲಿಸಲಾಗಿದೆ. ವೈದ್ಯರ ಚಿಕಿತ್ಸೆ ಮುಂದುವರಿದಿದ್ದು, ದೇವೇಗೌಡರ ಆರೋಗ್ಯದ ಬಗ್ಗೆ ಚಿಂತಿಸುವ ಅಗತ್ಯವಿಲ್ಲ ಎಂದು ವೈದ್ಯರು ತಿಳಿಸಿದ್ದಾರೆ. 92 ವಯಸ್ಸಿನವರಾದ ದೇವೇಗೌಡ ಅವರು ಇತ್ತೀಚೆಗಷ್ಟೇ ಮೊಣಕಾಲಿನ ಶಸ್ತ್ರಚಿಕಿತ್ಸೆಗೆ ಒಳಗಾಗಿದ್ದರು. ಕುಟುಂಬಸ್ಥರು ಆಸ್ಪತ್ರೆಗೆ ಭೇಟಿ ನೀಡಿ ಆರೋಗ್ಯ ವಿಚಾರಿಸಿದ್ದಾರೆ. ಪಕ್ಷದ ಕಾರ್ಯಕರ್ತರು ಆತಂಕಪಡುವ ಅಗತ್ಯವಿಲ್ಲ ಎಂದು ಜೆಡಿಎಸ್ (752, 891, 991, 1097)
yellow-mark (708, 2449, 717, 2458)
dateline: ಬೆಂಗಳೂರು,ಅ.07: (752, 870, 850, 886)
